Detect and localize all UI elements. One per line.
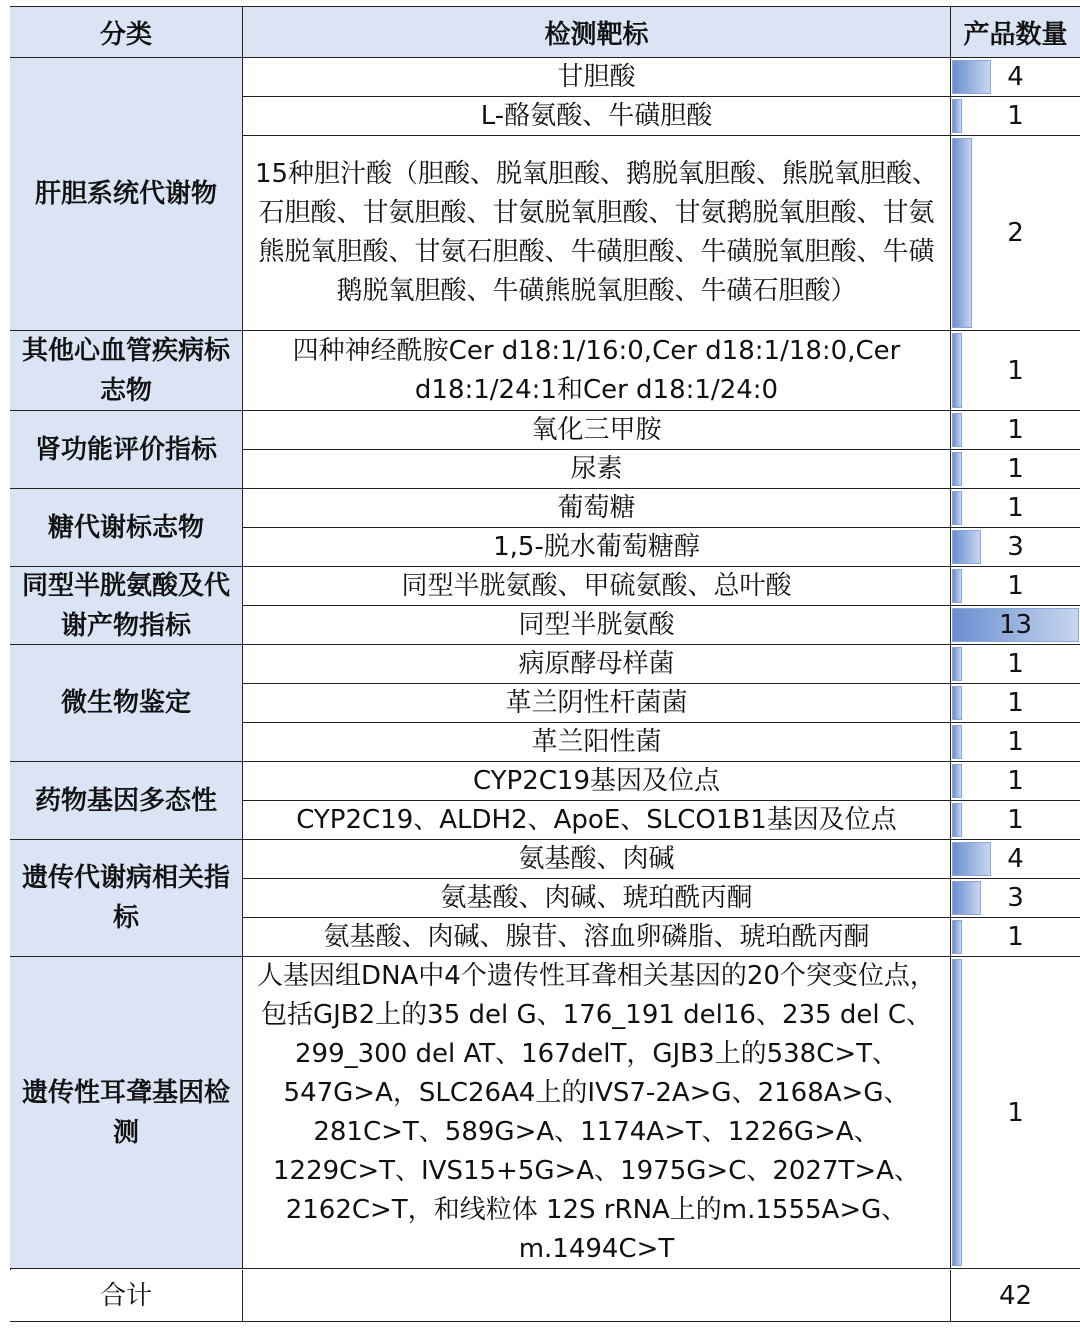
target-cell: 革兰阴性杆菌菌 (243, 684, 951, 723)
category-cell: 微生物鉴定 (10, 645, 243, 762)
target-cell: CYP2C19基因及位点 (243, 762, 951, 801)
count-value: 1 (1007, 454, 1024, 484)
target-cell: 同型半胱氨酸 (243, 606, 951, 645)
category-cell: 药物基因多态性 (10, 762, 243, 840)
product-table (10, 6, 1080, 1322)
data-bar (952, 60, 991, 94)
target-cell: 1,5-脱水葡萄糖醇 (243, 528, 951, 567)
target-cell: 氨基酸、肉碱、琥珀酰丙酮 (243, 879, 951, 918)
count-value: 1 (1007, 355, 1024, 386)
data-bar (952, 99, 962, 133)
count-cell (951, 489, 1080, 528)
count-cell (951, 684, 1080, 723)
data-bar (952, 686, 962, 720)
count-cell (951, 723, 1080, 762)
count-value: 1 (1007, 766, 1024, 796)
target-cell: 氨基酸、肉碱 (243, 840, 951, 879)
target-cell: 15种胆汁酸（胆酸、脱氧胆酸、鹅脱氧胆酸、熊脱氧胆酸、石胆酸、甘氨胆酸、甘氨脱氧胆酸、甘氨鹅脱氧胆酸、甘氨熊脱氧胆酸、甘氨石胆酸、牛磺胆酸、牛磺脱氧胆酸、牛磺鹅脱氧胆酸、牛磺熊脱氧胆酸、牛磺石胆酸） (243, 136, 951, 331)
count-cell (951, 567, 1080, 606)
count-cell (951, 645, 1080, 684)
count-value: 1 (1007, 493, 1024, 523)
count-cell (951, 331, 1080, 411)
category-cell: 同型半胱氨酸及代谢产物指标 (10, 567, 243, 645)
category-cell: 肾功能评价指标 (10, 411, 243, 489)
count-value: 1 (1007, 415, 1024, 445)
data-bar (952, 530, 981, 564)
data-bar (952, 803, 962, 837)
count-cell (951, 840, 1080, 879)
data-bar (952, 764, 962, 798)
count-cell (951, 762, 1080, 801)
target-cell: 人基因组DNA中4个遗传性耳聋相关基因的20个突变位点，包括GJB2上的35 del G、176_191 del16、235 del C、299_300 del AT、167delT，GJB3上的538C>T、547G>A，SLC26A4上的IVS7-2A>G、2168A>G、281C>T、589G>A、1174A>T、1226G>A、1229C>T、IVS15+5G>A、1975G>C、2027T>A、2162C>T，和线粒体 12S rRNA上的m.1555A>G、m.1494C>T (243, 957, 951, 1269)
count-value: 4 (1007, 62, 1024, 92)
count-cell (951, 528, 1080, 567)
category-cell: 遗传性耳聋基因检测 (10, 957, 243, 1269)
total-target-empty (243, 1270, 951, 1322)
count-value: 1 (1007, 101, 1024, 131)
count-value: 1 (1007, 922, 1024, 952)
target-cell: L-酪氨酸、牛磺胆酸 (243, 97, 951, 136)
data-bar (952, 413, 962, 447)
target-cell: 氧化三甲胺 (243, 411, 951, 450)
data-bar (952, 920, 962, 954)
target-cell: 甘胆酸 (243, 58, 951, 97)
count-cell (951, 606, 1080, 645)
count-value: 4 (1007, 844, 1024, 874)
data-bar (952, 138, 972, 328)
count-value: 3 (1007, 883, 1024, 913)
category-cell: 糖代谢标志物 (10, 489, 243, 567)
count-value: 1 (1007, 688, 1024, 718)
target-cell: 氨基酸、肉碱、腺苷、溶血卵磷脂、琥珀酰丙酮 (243, 918, 951, 957)
target-cell: 同型半胱氨酸、甲硫氨酸、总叶酸 (243, 567, 951, 606)
count-value: 1 (1007, 649, 1024, 679)
count-cell (951, 957, 1080, 1269)
data-bar (952, 842, 991, 876)
target-cell: 葡萄糖 (243, 489, 951, 528)
category-cell: 肝胆系统代谢物 (10, 58, 243, 331)
target-cell: 尿素 (243, 450, 951, 489)
table-header (10, 6, 1080, 58)
data-bar (952, 881, 981, 915)
count-value: 1 (1007, 805, 1024, 835)
total-label: 合计 (10, 1270, 243, 1322)
data-bar (952, 725, 962, 759)
count-cell (951, 58, 1080, 97)
target-cell: 病原酵母样菌 (243, 645, 951, 684)
total-value: 42 (951, 1270, 1080, 1322)
count-cell (951, 97, 1080, 136)
count-cell (951, 879, 1080, 918)
count-cell (951, 411, 1080, 450)
data-bar (952, 452, 962, 486)
target-cell: CYP2C19、ALDH2、ApoE、SLCO1B1基因及位点 (243, 801, 951, 840)
data-bar (952, 491, 962, 525)
count-cell (951, 918, 1080, 957)
data-bar (952, 959, 962, 1266)
category-cell: 遗传代谢病相关指标 (10, 840, 243, 957)
count-cell (951, 801, 1080, 840)
count-value: 3 (1007, 532, 1024, 562)
count-cell (951, 450, 1080, 489)
target-cell: 革兰阳性菌 (243, 723, 951, 762)
count-cell (951, 136, 1080, 331)
count-value: 1 (1007, 571, 1024, 601)
data-bar (952, 333, 962, 408)
header-target: 检测靶标 (243, 7, 951, 57)
header-category: 分类 (10, 7, 243, 57)
header-count: 产品数量 (963, 19, 1068, 50)
count-value: 1 (1007, 1097, 1024, 1128)
count-value: 13 (998, 610, 1033, 640)
data-bar (952, 569, 962, 603)
category-cell: 其他心血管疾病标志物 (10, 331, 243, 411)
count-value: 1 (1007, 727, 1024, 757)
target-cell: 四种神经酰胺Cer d18:1/16:0,Cer d18:1/18:0,Cer d18:1/24:1和Cer d18:1/24:0 (243, 331, 951, 411)
count-value: 2 (1007, 218, 1024, 248)
data-bar (952, 647, 962, 681)
